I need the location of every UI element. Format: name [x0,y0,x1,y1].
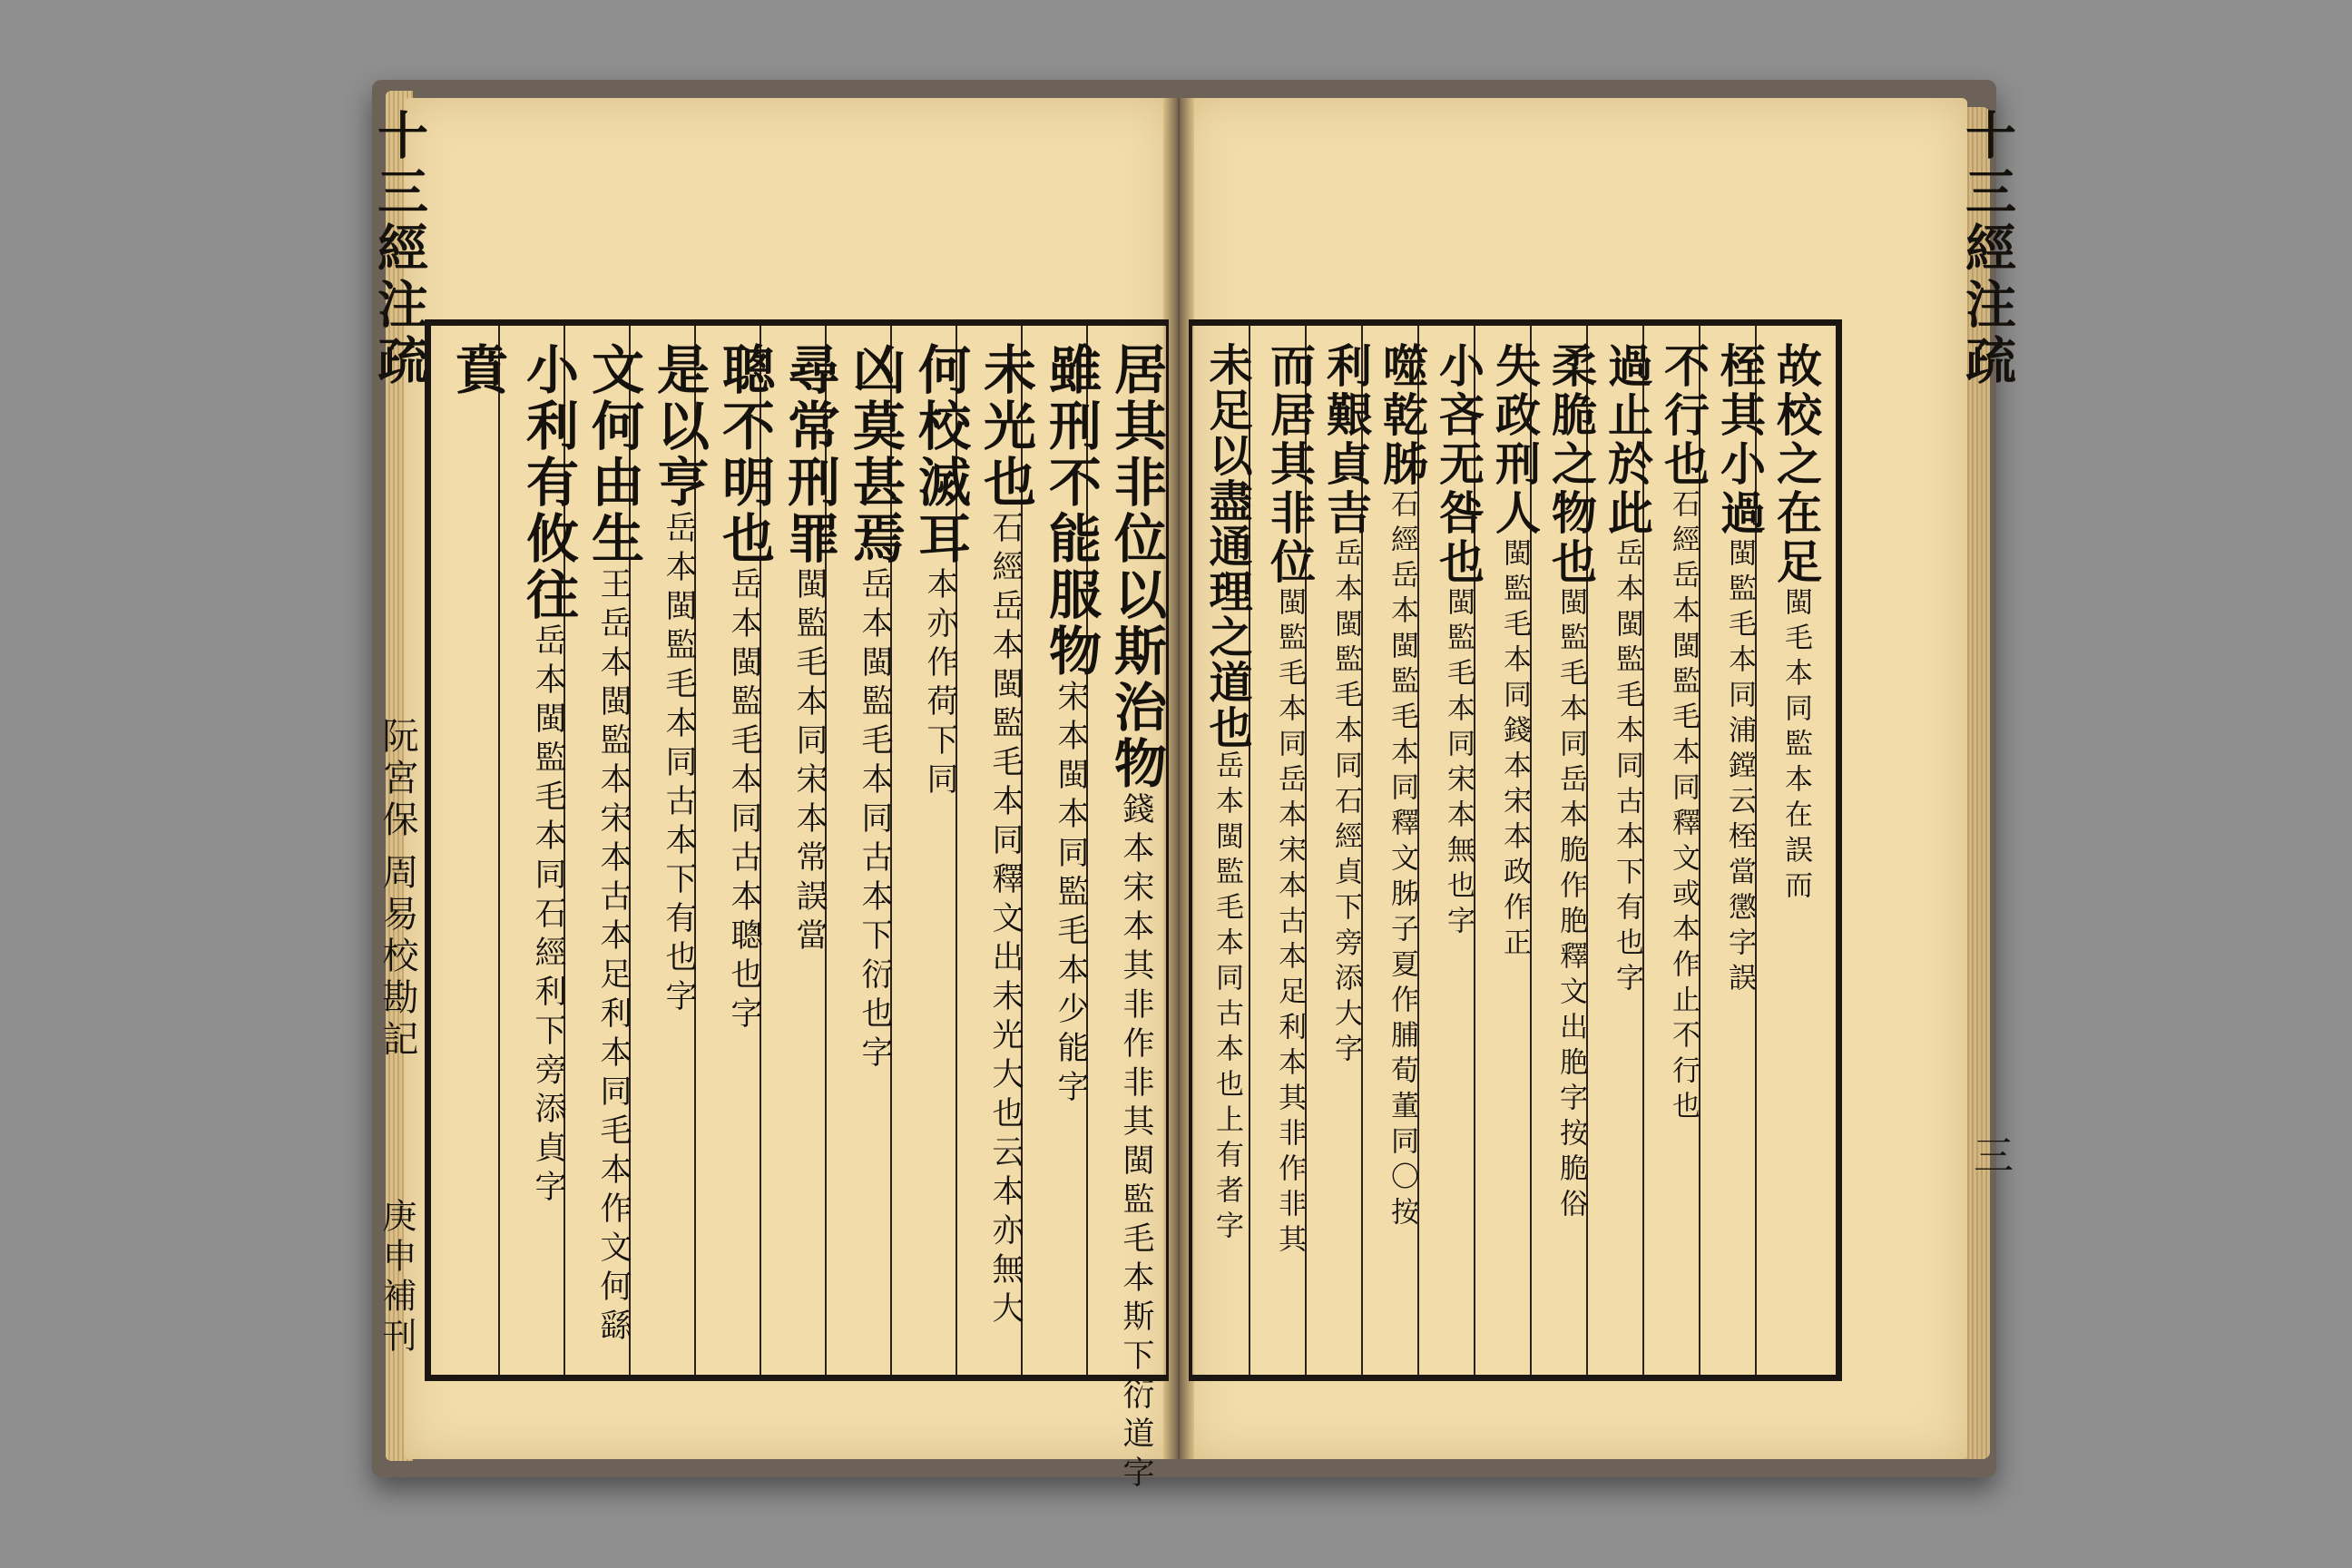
left-column-9: 文何由生王岳本閩監本宋本古本足利本同毛本作文何繇 [583,342,644,1348]
right-column-6: 失政刑人閩監毛本同錢本宋本政作正 [1488,342,1542,963]
left-column-2: 雖刑不能服物宋本閩本同監毛本少能字 [1040,342,1102,1109]
left-column-11: 賁 [446,342,508,398]
right-column-10: 而居其非位閩監毛本同岳本宋本古本足利本其非作非其 [1263,342,1317,1259]
right-column-1: 故校之在足閩毛本同監本在誤而 [1769,342,1823,906]
right-column-5: 柔脆之物也閩監毛本同岳本脆作脃釋文出脃字按脆俗 [1544,342,1598,1224]
left-column-3: 未光也石經岳本閩監毛本同釋文出未光大也云本亦無大 [975,342,1036,1330]
left-column-10: 小利有攸往岳本閩監毛本同石經利下旁添貞字 [517,342,579,1209]
left-column-7: 聰不明也岳本閩監毛本同古本聰也字 [713,342,775,1035]
left-column-1: 居其非位以斯治物錢本宋本其非作非其閩監毛本斯下衍道字 [1105,342,1167,1494]
right-column-4: 過止於此岳本閩監毛本同古本下有也字 [1601,342,1654,998]
right-column-3: 不行也石經岳本閩監毛本同釋文或本作止不行也 [1657,342,1710,1126]
right-fold-number: 三 [1966,1134,2013,1174]
left-column-8: 是以亨岳本閩監毛本同古本下有也字 [648,342,710,1018]
left-fold-note: 阮宮保 [377,717,418,842]
right-column-11: 未足以盡通理之道也岳本閩監毛本同古本也上有者字 [1201,342,1252,1246]
left-running-title: 十三經注疏 [369,109,429,390]
right-column-2: 桎其小過閩監毛本同浦鏜云桎當懲字誤 [1713,342,1767,998]
left-column-6: 尋常刑罪閩監毛本同宋本常誤當 [779,342,840,957]
right-column-9: 利艱貞吉岳本閩監毛本同石經貞下旁添大字 [1319,342,1373,1069]
left-fold-title: 周易校勘記 [377,853,418,1062]
right-column-8: 噬乾胏石經岳本閩監毛本同釋文胏子夏作脯荀董同〇按 [1376,342,1429,1232]
left-fold-bottom: 庚申補刊 [377,1198,416,1357]
right-running-title: 十三經注疏 [1957,109,2017,390]
left-text-frame [425,319,1169,1494]
right-column-7: 小吝无咎也閩監毛本同宋本無也字 [1432,342,1485,941]
left-column-4: 何校滅耳本亦作荷下同 [909,342,971,801]
right-text-frame [1189,319,1842,1381]
left-column-5: 凶莫甚焉岳本閩監毛本同古本下衍也字 [844,342,906,1074]
